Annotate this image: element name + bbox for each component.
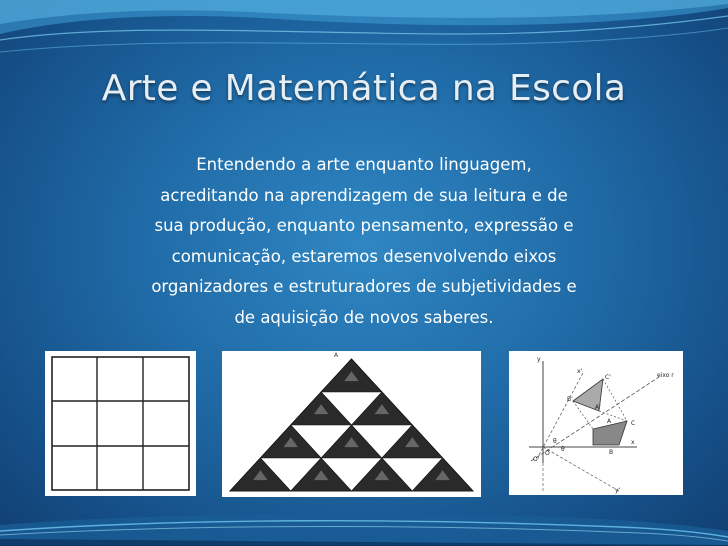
slide-title: Arte e Matemática na Escola <box>101 68 627 109</box>
triangle-figure <box>222 351 481 497</box>
angle-label: θ <box>553 438 557 445</box>
slide-body <box>100 150 628 333</box>
origin-label: O <box>545 450 550 457</box>
angle-label: θ <box>561 446 565 453</box>
point-label-a: A <box>607 418 612 425</box>
axis-label-y-prime: y' <box>615 487 621 494</box>
body-line: comunicação, estaremos desenvolvendo eixos <box>171 246 557 266</box>
origin-prime-label: O' <box>533 456 540 463</box>
eixo-r-label: eixo r <box>657 372 674 379</box>
top-wave-decoration <box>0 0 728 70</box>
point-label-a-prime: A' <box>595 404 601 411</box>
axes-drawing <box>509 351 683 495</box>
grid-drawing <box>45 351 196 496</box>
axes-figure <box>509 351 683 495</box>
axis-label-x: x <box>631 439 635 446</box>
body-line: sua produção, enquanto pensamento, expressão e <box>154 216 574 235</box>
triangle-apex-label: A <box>334 352 339 359</box>
point-label-b: B <box>609 449 614 456</box>
axis-label-x-prime: x' <box>577 368 583 375</box>
point-label-b-prime: B' <box>567 396 573 403</box>
triangle-drawing <box>222 351 481 497</box>
body-line: de aquisição de novos saberes. <box>234 307 494 327</box>
grid-figure <box>45 351 196 496</box>
body-line: acreditando na aprendizagem de sua leitura e de <box>160 185 568 205</box>
point-label-c: C <box>631 420 636 427</box>
body-line: organizadores e estruturadores de subjetividades e <box>151 277 577 296</box>
body-line: Entendendo a arte enquanto linguagem, <box>196 155 532 174</box>
bottom-wave-decoration <box>0 505 728 546</box>
point-label-c-prime: C' <box>605 374 611 381</box>
axis-label-y: y <box>537 356 541 363</box>
